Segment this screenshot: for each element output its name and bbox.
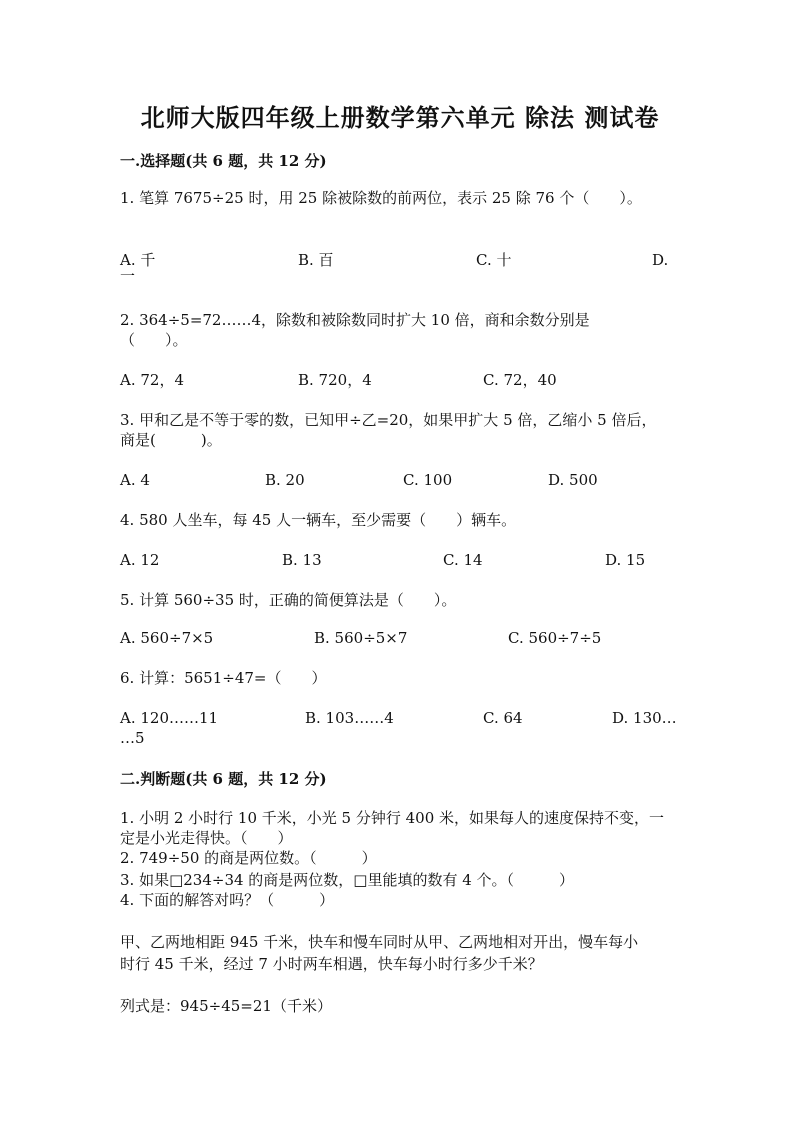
option-4d: D. 15 <box>605 551 646 569</box>
question-5: 5. 计算 560÷35 时，正确的简便算法是（ ）。 <box>120 591 457 609</box>
option-4a: A. 12 <box>120 551 160 569</box>
option-6d-wrap: …5 <box>120 729 145 747</box>
option-6d: D. 130… <box>612 709 677 727</box>
option-3b: B. 20 <box>265 471 305 489</box>
solution-line: 列式是：945÷45=21（千米） <box>120 997 332 1015</box>
option-2c: C. 72，40 <box>483 371 557 389</box>
section-heading-choice: 一.选择题(共 6 题，共 12 分) <box>120 152 327 170</box>
page-title: 北师大版四年级上册数学第六单元 除法 测试卷 <box>140 103 660 132</box>
judge-2: 2. 749÷50 的商是两位数。（ ） <box>120 849 377 867</box>
question-3-line-2: 商是( )。 <box>120 431 222 449</box>
option-2b: B. 720，4 <box>298 371 372 389</box>
option-3c: C. 100 <box>403 471 453 489</box>
option-1d: D. <box>652 251 669 269</box>
question-3-line-1: 3. 甲和乙是不等于零的数，已知甲÷乙=20，如果甲扩大 5 倍，乙缩小 5 倍后， <box>120 411 657 429</box>
option-1d-wrap: 一 <box>120 267 136 285</box>
question-1: 1. 笔算 7675÷25 时，用 25 除被除数的前两位，表示 25 除 76 个（ ）。 <box>120 189 642 207</box>
option-5a: A. 560÷7×5 <box>120 629 214 647</box>
word-problem-line-2: 时行 45 千米，经过 7 小时两车相遇，快车每小时行多少千米？ <box>120 955 543 973</box>
question-4: 4. 580 人坐车，每 45 人一辆车，至少需要（ ）辆车。 <box>120 511 517 529</box>
judge-3: 3. 如果□234÷34 的商是两位数，□里能填的数有 4 个。（ ） <box>120 871 575 889</box>
option-1b: B. 百 <box>298 251 334 269</box>
option-1a: A. 千 <box>120 251 156 269</box>
option-6c: C. 64 <box>483 709 523 727</box>
option-3d: D. 500 <box>548 471 598 489</box>
word-problem-line-1: 甲、乙两地相距 945 千米，快车和慢车同时从甲、乙两地相对开出，慢车每小 <box>120 933 639 951</box>
judge-4: 4. 下面的解答对吗？（ ） <box>120 891 335 909</box>
judge-1-line-2: 定是小光走得快。（ ） <box>120 829 293 847</box>
question-2-line-2: （ ）。 <box>120 331 188 349</box>
option-5c: C. 560÷7÷5 <box>508 629 602 647</box>
option-2a: A. 72，4 <box>120 371 184 389</box>
section-heading-judge: 二.判断题(共 6 题，共 12 分) <box>120 770 327 788</box>
option-6b: B. 103……4 <box>305 709 394 727</box>
option-6a: A. 120……11 <box>120 709 219 727</box>
question-2-line-1: 2. 364÷5=72……4，除数和被除数同时扩大 10 倍，商和余数分别是 <box>120 311 590 329</box>
option-1c: C. 十 <box>476 251 512 269</box>
question-6: 6. 计算：5651÷47=（ ） <box>120 669 327 687</box>
option-5b: B. 560÷5×7 <box>314 629 408 647</box>
option-3a: A. 4 <box>120 471 150 489</box>
option-4b: B. 13 <box>282 551 322 569</box>
judge-1-line-1: 1. 小明 2 小时行 10 千米，小光 5 分钟行 400 米，如果每人的速度保持不变，一 <box>120 809 665 827</box>
option-4c: C. 14 <box>443 551 483 569</box>
